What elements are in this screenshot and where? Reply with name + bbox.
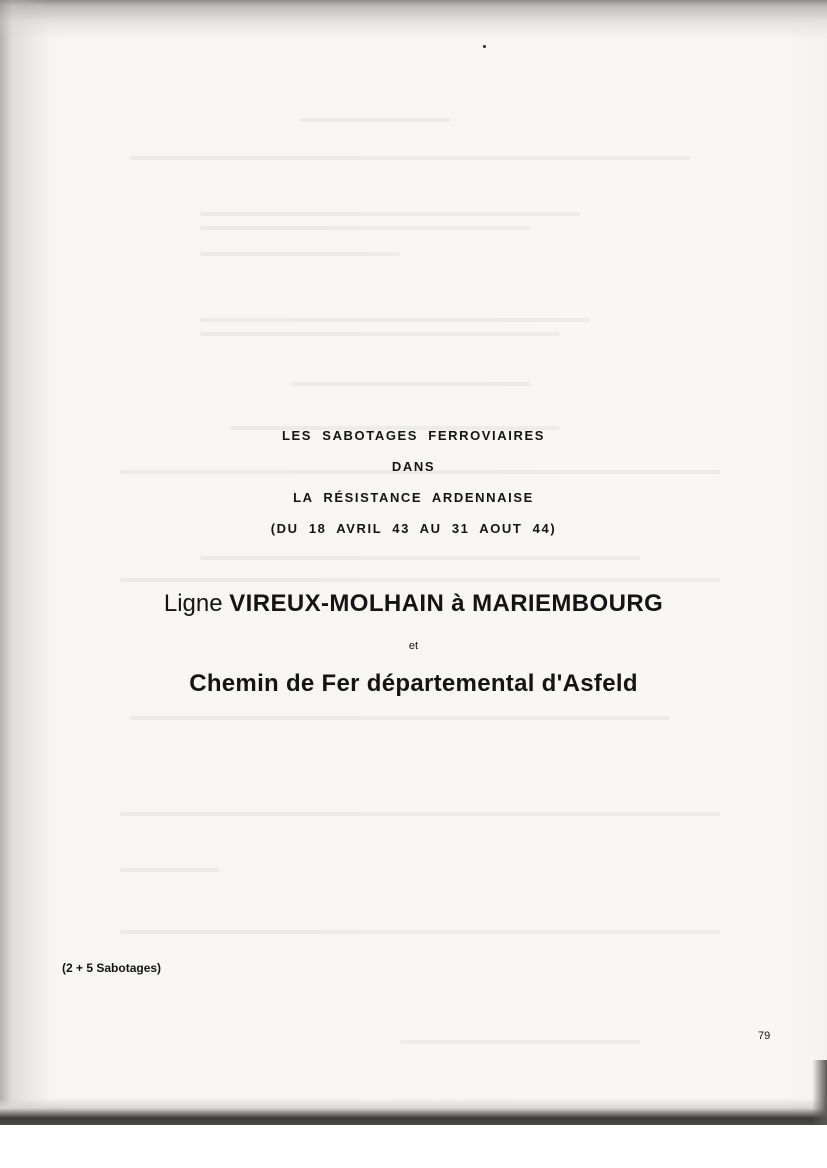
page-top-shadow xyxy=(0,0,827,40)
heading-line-title: LES SABOTAGES FERROVIAIRES xyxy=(282,428,545,443)
heading-line-dates: (DU 18 AVRIL 43 AU 31 AOUT 44) xyxy=(270,521,557,536)
page-right-edge xyxy=(812,1060,827,1125)
second-railway-title: Chemin de Fer départemental d'Asfeld xyxy=(189,670,638,697)
railway-route: VIREUX-MOLHAIN à MARIEMBOURG xyxy=(229,590,664,617)
railway-line-title xyxy=(0,590,827,618)
sabotage-count: (2 + 5 Sabotages) xyxy=(62,961,162,975)
page-number: 79 xyxy=(758,1030,771,1042)
ink-speck xyxy=(483,45,486,48)
heading-line-resistance: LA RÉSISTANCE ARDENNAISE xyxy=(293,490,534,505)
conjunction-et: et xyxy=(408,640,419,652)
ligne-word: Ligne xyxy=(163,590,223,617)
page-binding-shadow xyxy=(0,0,50,1125)
heading-line-dans: DANS xyxy=(391,459,436,474)
page-bottom-edge xyxy=(0,1098,827,1125)
